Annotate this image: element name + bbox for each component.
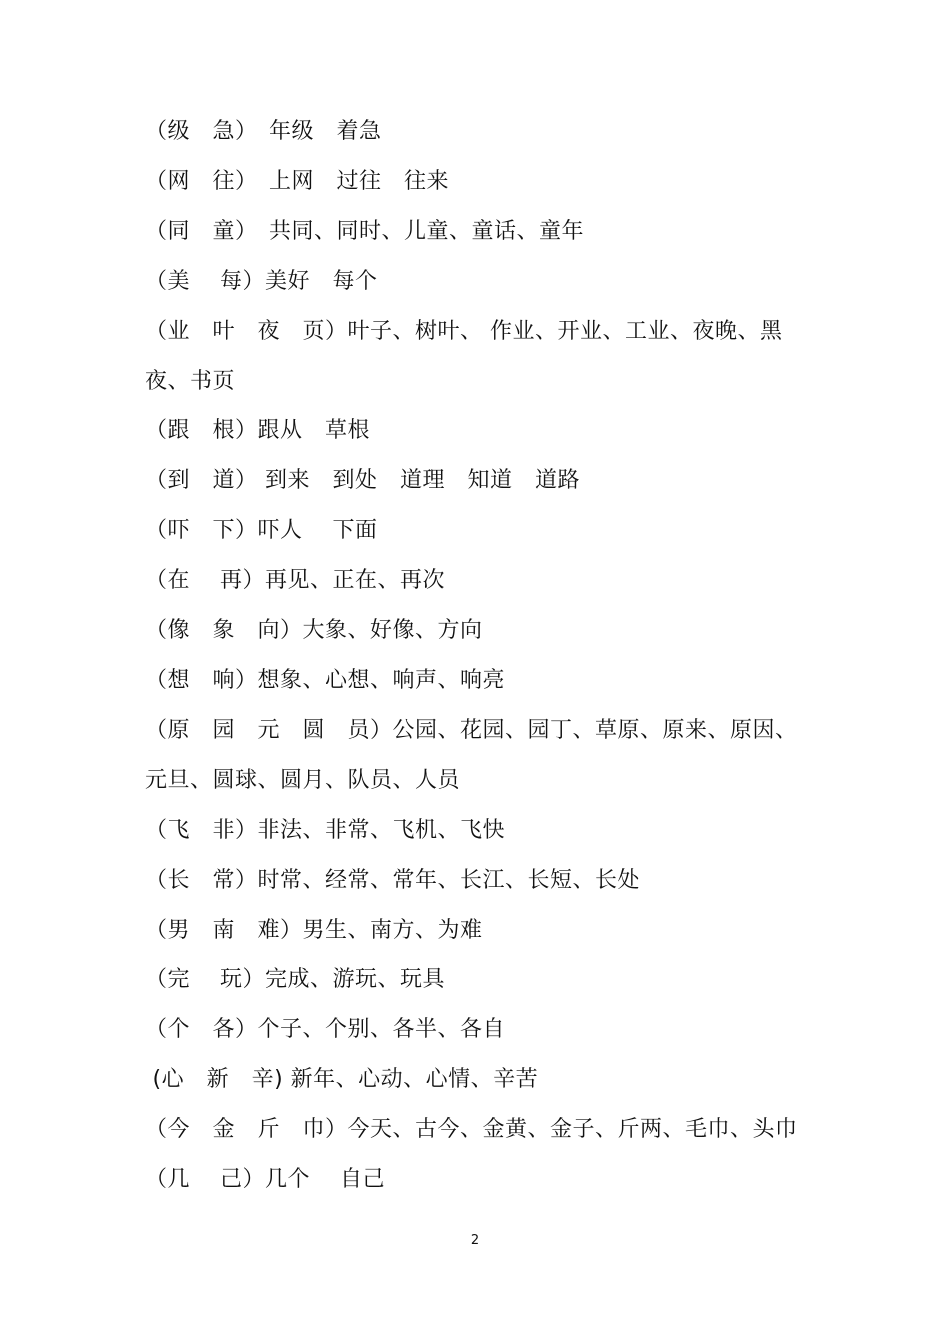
list-item: （个 各）个子、个别、各半、各自 xyxy=(145,1017,506,1043)
list-item: （像 象 向）大象、好像、方向 xyxy=(145,618,483,644)
list-item: （男 南 难）男生、南方、为难 xyxy=(145,917,483,943)
list-item: （原 园 元 圆 员）公园、花园、园丁、草原、原来、原因、元旦、圆球、圆月、队员、人员 xyxy=(145,717,798,793)
list-item: （美 每）美好 每个 xyxy=(145,268,378,294)
list-item: （吓 下）吓人 下面 xyxy=(145,518,378,544)
list-item: （业 叶 夜 页）叶子、树叶、 作业、开业、工业、夜晚、黑夜、书页 xyxy=(145,318,783,394)
list-item: （在 再）再见、正在、再次 xyxy=(145,568,445,594)
list-item: （完 玩）完成、游玩、玩具 xyxy=(145,967,445,993)
page-number: 2 xyxy=(470,1233,480,1248)
list-item: （同 童） 共同、同时、儿童、童话、童年 xyxy=(145,218,585,244)
list-item: （几 己）几个 自己 xyxy=(145,1167,385,1193)
list-item: （想 响）想象、心想、响声、响亮 xyxy=(145,667,506,693)
list-item: （跟 根）跟从 草根 xyxy=(145,418,371,444)
list-item: （网 往） 上网 过往 往来 xyxy=(145,168,450,194)
list-item: （今 金 斤 巾）今天、古今、金黄、金子、斤两、毛巾、头巾 xyxy=(145,1117,798,1143)
list-item: （长 常）时常、经常、常年、长江、长短、长处 xyxy=(145,867,641,893)
word-list xyxy=(145,107,815,1205)
list-item: （级 急） 年级 着急 xyxy=(145,119,382,144)
list-item: （飞 非）非法、非常、飞机、飞快 xyxy=(145,817,506,843)
list-item: (心 新 辛) 新年、心动、心情、辛苦 xyxy=(145,1067,539,1093)
list-item: （到 道） 到来 到处 道理 知道 道路 xyxy=(145,468,580,494)
